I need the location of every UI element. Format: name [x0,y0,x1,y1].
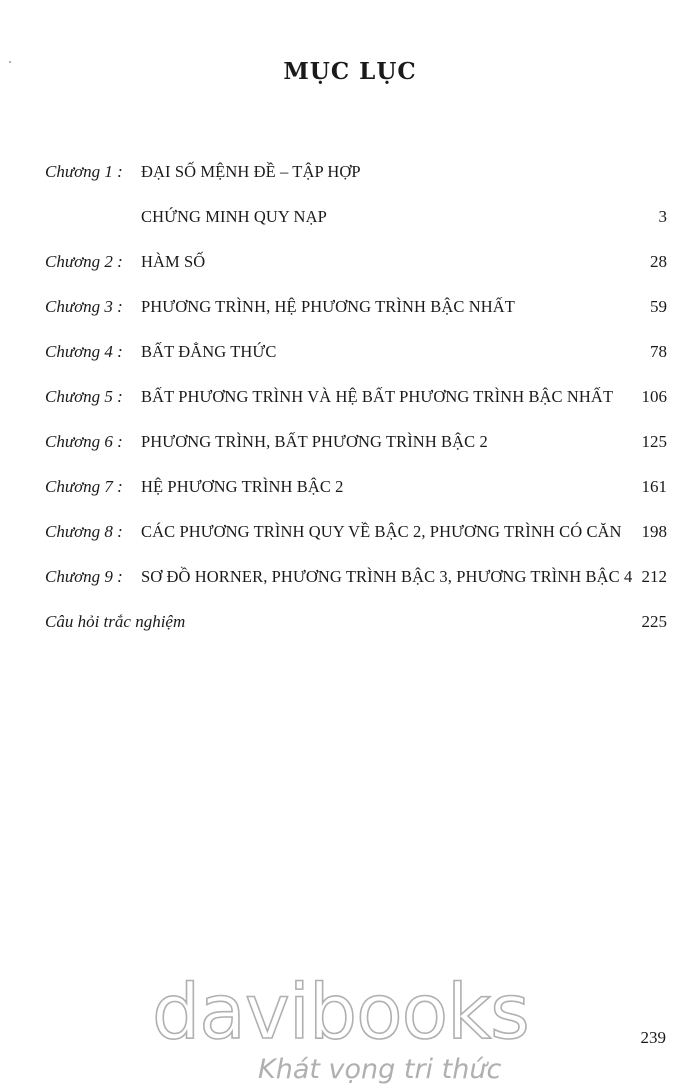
toc-row [45,561,667,592]
chapter-label: Chương 2 : [45,252,123,271]
page-number: 59 [650,297,667,316]
chapter-label: Chương 6 : [45,432,123,451]
watermark-logo [150,960,530,1090]
toc-row [45,516,667,547]
page-number: 106 [641,387,667,406]
page-number: 78 [650,342,667,361]
chapter-label: Chương 4 : [45,342,123,361]
toc-row [45,336,667,367]
toc-row [45,471,667,502]
chapter-title: CÁC PHƯƠNG TRÌNH QUY VỀ BẬC 2, PHƯƠNG TRÌNH CÓ CĂN [141,522,622,541]
chapter-label: Chương 8 : [45,522,123,541]
page-number: 161 [641,477,667,496]
chapter-title: HÀM SỐ [141,252,206,271]
chapter-label: Chương 9 : [45,567,123,586]
page-number: 3 [658,207,667,226]
table-of-contents [45,156,667,651]
toc-row [45,381,667,412]
chapter-title: SƠ ĐỒ HORNER, PHƯƠNG TRÌNH BẬC 3, PHƯƠNG TRÌNH BẬC 4 [141,567,633,586]
chapter-title: HỆ PHƯƠNG TRÌNH BẬC 2 [141,477,344,496]
toc-row [45,606,667,637]
toc-row [45,246,667,277]
chapter-title: ĐẠI SỐ MỆNH ĐỀ – TẬP HỢP [141,162,361,181]
page-number: 125 [641,432,667,451]
appendix-label: Câu hỏi trắc nghiệm [45,612,186,631]
page-title: MỤC LỤC [283,58,417,85]
chapter-title: PHƯƠNG TRÌNH, HỆ PHƯƠNG TRÌNH BẬC NHẤT [141,297,515,316]
page-number: 225 [641,612,667,631]
chapter-title: BẤT PHƯƠNG TRÌNH VÀ HỆ BẤT PHƯƠNG TRÌNH BẬC NHẤT [141,387,614,406]
toc-row [45,291,667,322]
page-number: 198 [641,522,667,541]
toc-row [45,201,667,232]
chapter-label: Chương 3 : [45,297,123,316]
footer-page-number: 239 [640,1028,666,1047]
chapter-title: PHƯƠNG TRÌNH, BẤT PHƯƠNG TRÌNH BẬC 2 [141,432,488,451]
chapter-label: Chương 1 : [45,162,123,181]
page-number: 212 [641,567,667,586]
watermark-brand: davibooks [152,967,529,1056]
watermark-tagline: Khát vọng tri thức [258,1054,502,1085]
page-number: 28 [650,252,667,271]
chapter-label: Chương 5 : [45,387,123,406]
toc-row [45,426,667,457]
toc-row [45,156,667,187]
chapter-title: CHỨNG MINH QUY NẠP [141,207,327,226]
chapter-title: BẤT ĐẲNG THỨC [141,342,277,361]
chapter-label: Chương 7 : [45,477,123,496]
